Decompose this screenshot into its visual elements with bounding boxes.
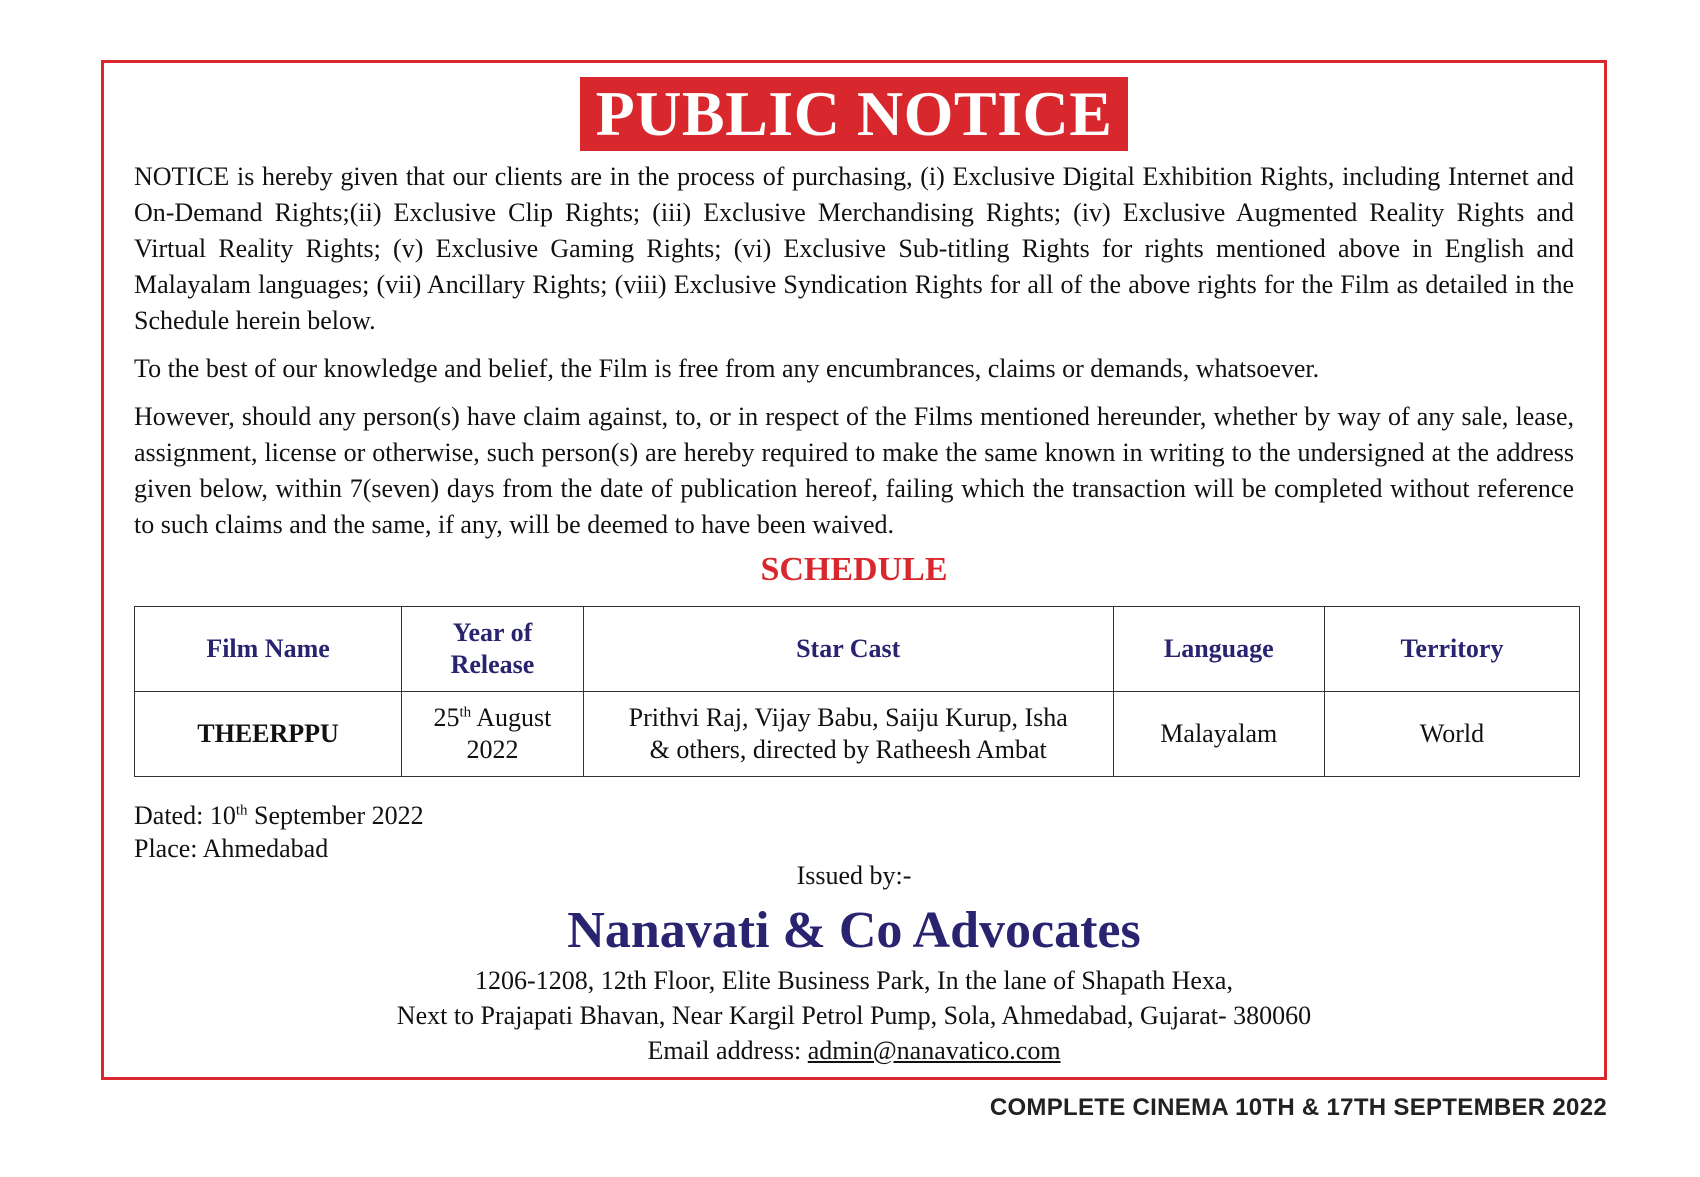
col-territory: Territory [1324, 607, 1579, 692]
paragraph-belief: To the best of our knowledge and belief, the Film is free from any encumbrances, claims or demands, whatsoever. [134, 354, 1320, 383]
release-day: 25 [433, 703, 460, 732]
schedule-heading: SCHEDULE [760, 551, 948, 588]
dated-line [134, 799, 424, 832]
release-suffix: th [459, 704, 472, 721]
cell-territory: World [1324, 692, 1579, 777]
cell-film-name: THEERPPU [135, 692, 402, 777]
date-place-block [134, 799, 424, 865]
col-language: Language [1113, 607, 1324, 692]
table-row [135, 692, 1580, 777]
dated-suffix: th [235, 802, 248, 819]
notice-frame [101, 60, 1607, 1080]
notice-title: PUBLIC NOTICE [580, 77, 1129, 151]
email-line [104, 1033, 1604, 1068]
publication-footer: COMPLETE CINEMA 10TH & 17TH SEPTEMBER 2022 [989, 1094, 1607, 1121]
dated-day: 10 [209, 801, 236, 830]
col-film-name: Film Name [135, 607, 402, 692]
email-label: Email address: [647, 1036, 808, 1065]
dated-rest: September 2022 [247, 801, 424, 830]
paragraph-rights: NOTICE is hereby given that our clients are in the process of purchasing, (i) Exclusive Digital Exhibition Rights, including Internet and On-Demand Rights;(ii) Exclusive Clip Rights; (iii) Exclusive Merchandising Rights; (iv) Exclusive Augmented Reality Rights and Virtual Reality Rights; (v) Exclusive Gaming Rights; (vi) Exclusive Sub-titling Rights for rights mentioned above in English and Malayalam languages; (vii) Ancillary Rights; (viii) Exclusive Syndication Rights for all of the above rights for the Film as detailed in the Schedule herein below. [134, 162, 1574, 335]
dated-label: Dated: [134, 801, 210, 830]
firm-name: Nanavati & Co Advocates [567, 902, 1141, 959]
address-line2: Next to Prajapati Bhavan, Near Kargil Petrol Pump, Sola, Ahmedabad, Gujarat- 380060 [396, 1001, 1312, 1030]
notice-body [134, 159, 1574, 555]
address-block [104, 963, 1604, 1068]
email-link[interactable]: admin@nanavatico.com [807, 1036, 1061, 1065]
schedule-table [134, 606, 1580, 777]
place-line: Place: Ahmedabad [134, 834, 329, 863]
col-star-cast: Star Cast [583, 607, 1113, 692]
star-cast-line2: & others, directed by Ratheesh Ambat [649, 735, 1047, 764]
col-year-line2: Release [450, 650, 535, 679]
release-month: August [476, 703, 552, 732]
col-year-line1: Year of [452, 618, 533, 647]
issued-by: Issued by:- [796, 861, 912, 890]
title-wrap [104, 77, 1604, 151]
cell-release-date [402, 692, 584, 777]
star-cast-line1: Prithvi Raj, Vijay Babu, Saiju Kurup, Isha [628, 703, 1068, 732]
cell-language: Malayalam [1113, 692, 1324, 777]
col-year-of-release [402, 607, 584, 692]
paragraph-claims: However, should any person(s) have claim against, to, or in respect of the Films mentioned hereunder, whether by way of any sale, lease, assignment, license or otherwise, such person(s) are hereby required to make the same known in writing to the undersigned at the address given below, within 7(seven) days from the date of publication hereof, failing which the transaction will be completed without reference to such claims and the same, if any, will be deemed to have been waived. [134, 402, 1574, 539]
cell-star-cast [583, 692, 1113, 777]
table-header-row [135, 607, 1580, 692]
address-line1: 1206-1208, 12th Floor, Elite Business Park, In the lane of Shapath Hexa, [475, 966, 1233, 995]
release-year: 2022 [466, 735, 519, 764]
